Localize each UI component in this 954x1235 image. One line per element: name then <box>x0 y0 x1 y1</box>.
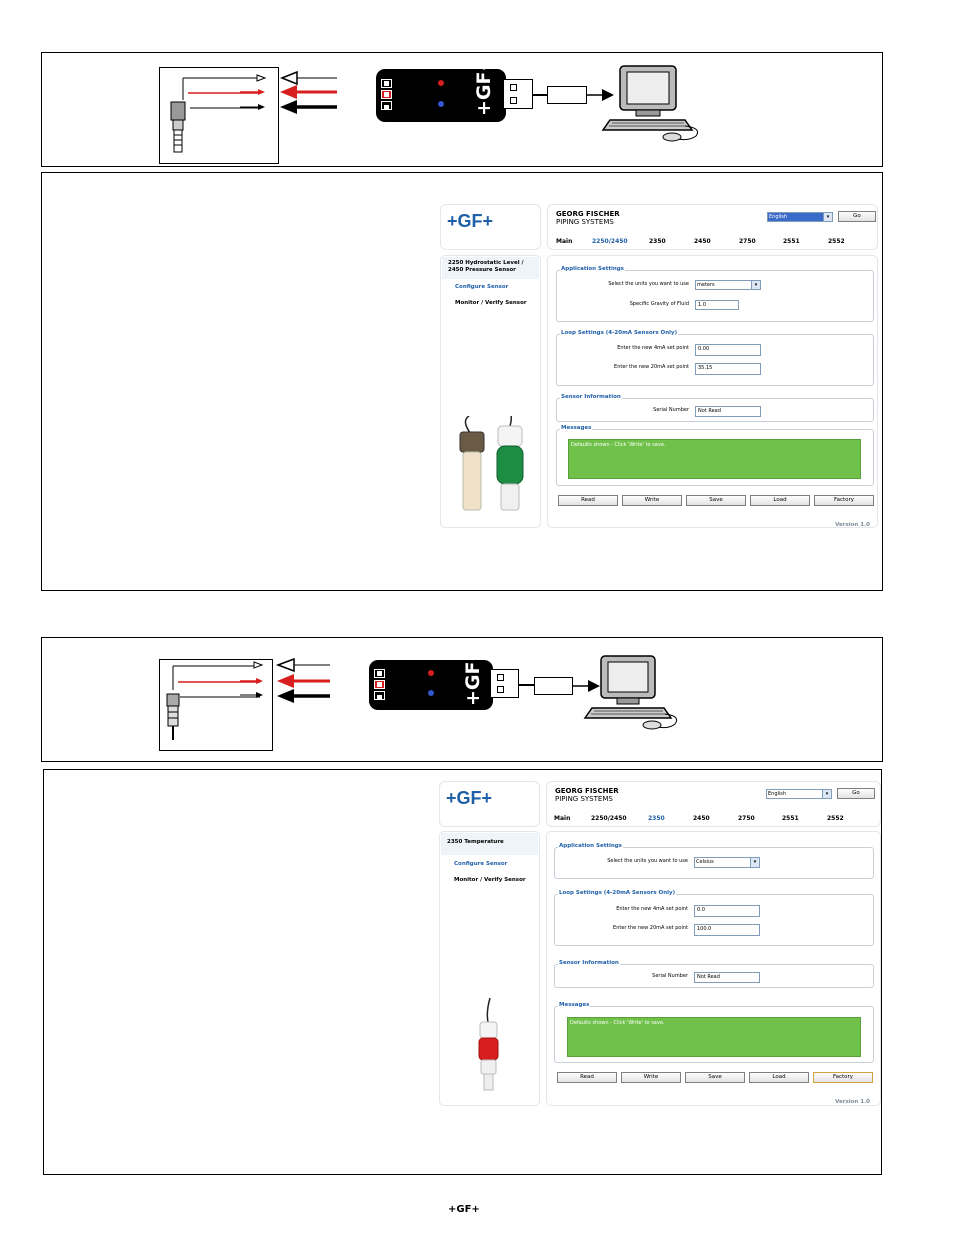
usb-wire-1 <box>533 94 548 96</box>
20ma-label: Enter the new 20mA set point <box>613 925 688 931</box>
red-led <box>428 670 434 676</box>
dip-switch-2 <box>374 680 385 689</box>
sidebar-item-configure[interactable]: Configure Sensor <box>455 284 509 290</box>
load-button[interactable]: Load <box>750 495 810 506</box>
factory-button[interactable]: Factory <box>813 1072 873 1083</box>
units-label: Select the units you want to use <box>607 858 688 864</box>
nav-2450[interactable]: 2450 <box>693 815 710 822</box>
serial-input[interactable]: Not Read <box>694 972 760 983</box>
usb-adapter-2 <box>369 645 493 710</box>
go-button[interactable]: Go <box>837 788 875 799</box>
dip-switch-1 <box>374 669 385 678</box>
language-select[interactable]: English ▾ <box>767 212 833 222</box>
usb-plug-2 <box>490 669 519 698</box>
20ma-input[interactable]: 35.15 <box>695 363 761 375</box>
read-button[interactable]: Read <box>557 1072 617 1083</box>
usb-adapter-1 <box>376 55 506 122</box>
nav-2350[interactable]: 2350 <box>648 815 665 822</box>
dip-switch-3 <box>381 101 392 110</box>
dip-switch-1 <box>381 79 392 88</box>
nav-2350[interactable]: 2350 <box>649 238 666 245</box>
gf-logo: +GF+ <box>447 211 494 231</box>
nav-main[interactable]: Main <box>556 238 573 245</box>
gravity-label: Specific Gravity of Fluid <box>629 301 689 307</box>
save-button[interactable]: Save <box>685 1072 745 1083</box>
20ma-label: Enter the new 20mA set point <box>614 364 689 370</box>
sensor-information-group: Sensor Information Serial Number Not Read <box>554 964 874 988</box>
application-settings-group: Application Settings Select the units you want to use Celsius ▾ <box>554 847 874 879</box>
version-label: Version 1.0 <box>835 522 870 528</box>
go-button[interactable]: Go <box>838 211 876 222</box>
serial-label: Serial Number <box>652 973 688 979</box>
logo-panel-1 <box>440 204 541 250</box>
20ma-input[interactable]: 100.0 <box>694 924 760 936</box>
serial-input[interactable]: Not Read <box>695 406 761 417</box>
nav-2551[interactable]: 2551 <box>782 815 799 822</box>
dip-switch-3 <box>374 691 385 700</box>
usb-cable-2 <box>534 677 573 695</box>
sidebar-2 <box>439 831 540 1106</box>
nav-main[interactable]: Main <box>554 815 571 822</box>
company-division: PIPING SYSTEMS <box>555 795 613 803</box>
chevron-down-icon: ▾ <box>823 213 832 221</box>
sidebar-item-monitor[interactable]: Monitor / Verify Sensor <box>454 877 526 883</box>
sensor-title: 2350 Temperature <box>441 833 538 855</box>
red-led <box>438 80 444 86</box>
sensor-photo-level-pressure <box>455 416 530 514</box>
gravity-input[interactable]: 1.0 <box>695 300 739 310</box>
sidebar-item-configure[interactable]: Configure Sensor <box>454 861 508 867</box>
company-division: PIPING SYSTEMS <box>556 218 614 226</box>
nav-2250-2450[interactable]: 2250/2450 <box>592 238 628 245</box>
language-select[interactable]: English ▾ <box>766 789 832 799</box>
signal-arrows-2 <box>240 656 335 704</box>
read-button[interactable]: Read <box>558 495 618 506</box>
write-button[interactable]: Write <box>621 1072 681 1083</box>
loop-settings-group: Loop Settings (4-20mA Sensors Only) Enter the new 4mA set point 0.00 Enter the new 20mA set point 35.15 <box>556 334 874 386</box>
chevron-down-icon: ▾ <box>822 790 831 798</box>
sidebar-1 <box>440 255 541 528</box>
header-panel-2 <box>546 781 881 827</box>
nav-2450[interactable]: 2450 <box>694 238 711 245</box>
sensor-information-group: Sensor Information Serial Number Not Read <box>556 398 874 422</box>
blue-led <box>438 101 444 107</box>
usb-wire-2 <box>519 684 535 686</box>
sensor-photo-temperature <box>474 998 504 1094</box>
header-panel-1 <box>547 204 878 250</box>
nav-2552[interactable]: 2552 <box>828 238 845 245</box>
chevron-down-icon: ▾ <box>750 858 759 867</box>
messages-group: Messages Defaults shown - Click 'Write' to save. <box>556 429 874 486</box>
write-button[interactable]: Write <box>622 495 682 506</box>
logo-panel-2 <box>439 781 540 827</box>
units-select[interactable]: meters ▾ <box>695 280 761 290</box>
factory-button[interactable]: Factory <box>814 495 874 506</box>
signal-arrows-1 <box>240 67 340 117</box>
nav-2750[interactable]: 2750 <box>738 815 755 822</box>
blue-led <box>428 690 434 696</box>
nav-2551[interactable]: 2551 <box>783 238 800 245</box>
main-panel-2 <box>546 831 881 1106</box>
dip-switch-2 <box>381 90 392 99</box>
units-select[interactable]: Celsius ▾ <box>694 857 760 868</box>
load-button[interactable]: Load <box>749 1072 809 1083</box>
application-settings-group: Application Settings Select the units you want to use meters ▾ Specific Gravity of Fluid 1.0 <box>556 270 874 322</box>
sensor-title: 2250 Hydrostatic Level / 2450 Pressure Sensor <box>442 257 539 279</box>
gf-logo: +GF+ <box>446 788 493 808</box>
4ma-input[interactable]: 0.0 <box>694 905 760 917</box>
nav-2250-2450[interactable]: 2250/2450 <box>591 815 627 822</box>
4ma-label: Enter the new 4mA set point <box>616 906 688 912</box>
main-panel-1 <box>547 255 878 528</box>
nav-2552[interactable]: 2552 <box>827 815 844 822</box>
4ma-label: Enter the new 4mA set point <box>617 345 689 351</box>
messages-box: Defaults shown - Click 'Write' to save. <box>568 439 861 479</box>
sidebar-item-monitor[interactable]: Monitor / Verify Sensor <box>455 300 527 306</box>
serial-label: Serial Number <box>653 407 689 413</box>
messages-group: Messages Defaults shown - Click 'Write' to save. <box>554 1006 874 1063</box>
loop-settings-group: Loop Settings (4-20mA Sensors Only) Enter the new 4mA set point 0.0 Enter the new 20mA set point 100.0 <box>554 894 874 946</box>
4ma-input[interactable]: 0.00 <box>695 344 761 356</box>
usb-gf-logo: +GF+ <box>473 55 495 116</box>
version-label: Version 1.0 <box>835 1099 870 1105</box>
chevron-down-icon: ▾ <box>751 281 760 289</box>
computer-icon <box>600 64 705 150</box>
save-button[interactable]: Save <box>686 495 746 506</box>
company-name: GEORG FISCHER <box>555 787 619 795</box>
usb-cable-1 <box>547 86 587 104</box>
units-label: Select the units you want to use <box>608 281 689 287</box>
usb-gf-logo: +GF+ <box>462 645 484 706</box>
footer-gf-logo: +GF+ <box>448 1204 480 1215</box>
company-name: GEORG FISCHER <box>556 210 620 218</box>
usb-plug-1 <box>503 79 533 109</box>
computer-icon <box>583 654 683 736</box>
nav-2750[interactable]: 2750 <box>739 238 756 245</box>
messages-box: Defaults shown - Click 'Write' to save. <box>567 1017 861 1057</box>
